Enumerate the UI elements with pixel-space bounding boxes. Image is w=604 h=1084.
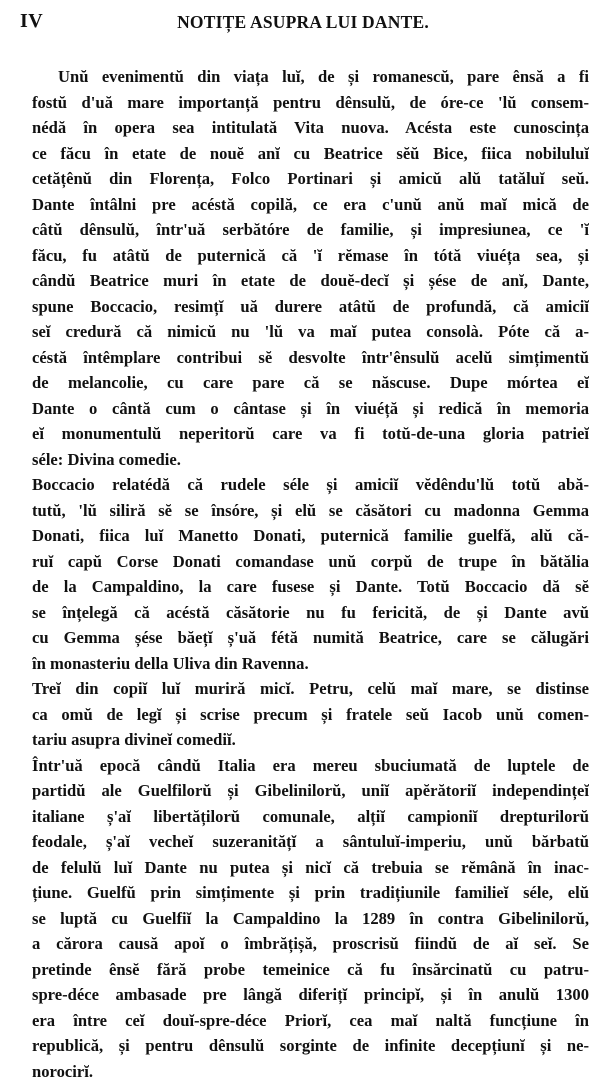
body-text <box>32 64 589 1084</box>
text-line: eĭ monumentulŭ neperitorŭ care va fi totŭ-de-una gloria patrieĭ <box>32 421 589 447</box>
text-line: în monasteriu della Uliva din Ravenna. <box>32 651 589 677</box>
text-line: tutŭ, 'lŭ siliră sĕ se însóre, și elŭ se căsători cu madonna Gemma <box>32 498 589 524</box>
text-line: de melancolie, cu care pare că se născuse. Dupe mórtea eĭ <box>32 370 589 396</box>
text-line: norocirĭ. <box>32 1059 589 1084</box>
text-line: Boccacio relatédă că rudele séle și amiciĭ vĕdêndu'lŭ totŭ abă- <box>32 472 589 498</box>
page-header <box>20 10 586 40</box>
running-title: NOTIȚE ASUPRA LUI DANTE. <box>20 12 586 33</box>
text-line: Treĭ din copiĭ luĭ muriră micĭ. Petru, celŭ maĭ mare, se distinse <box>32 676 589 702</box>
paragraph <box>32 676 589 753</box>
paragraph <box>32 472 589 676</box>
text-line: de felulŭ luĭ Dante nu putea și nicĭ că trebuia se rĕmână în inac- <box>32 855 589 881</box>
text-line: ce făcu în etate de nouĕ anĭ cu Beatrice sĕŭ Bice, fiica nobiluluĭ <box>32 141 589 167</box>
text-line: ca omŭ de legĭ și scrise precum și fratele seŭ Iacob unŭ comen- <box>32 702 589 728</box>
text-line: italiane ș'aĭ libertățilorŭ comunale, alțiĭ campioniĭ drepturilorŭ <box>32 804 589 830</box>
text-line: pretinde ênsĕ fără probe temeinice că fu însărcinatŭ cu patru- <box>32 957 589 983</box>
text-line: se înțelegă că acéstă căsătorie nu fu fericită, de și Dante avŭ <box>32 600 589 626</box>
page-number: IV <box>20 10 43 33</box>
text-line: republică, și pentru dênsulŭ sorginte de infinite decepțiunĭ și ne- <box>32 1033 589 1059</box>
text-line: cu Gemma șése băețĭ ș'uă fétă numită Beatrice, care se călugări <box>32 625 589 651</box>
text-line: se luptă cu Guelfiĭ la Campaldino la 1289 în contra Gibelinilorŭ, <box>32 906 589 932</box>
text-line: séle: Divina comedie. <box>32 447 589 473</box>
text-line: spune Boccacio, resimțĭ uă durere atâtŭ de profundă, că amiciĭ <box>32 294 589 320</box>
text-line: câtŭ dênsulŭ, într'uă serbătóre de familie, și impresiunea, ce 'ĭ <box>32 217 589 243</box>
text-line: spre-déce ambasade pre lângă diferițĭ principĭ, și în anulŭ 1300 <box>32 982 589 1008</box>
text-line: nédă în opera sea intitulată Vita nuova. Acésta este cunoscința <box>32 115 589 141</box>
text-line: făcu, fu atâtŭ de puternică că 'ĭ rĕmase în tótă viuéța sea, și <box>32 243 589 269</box>
text-line: Unŭ evenimentŭ din viața luĭ, de și romanescŭ, pare ênsă a fi <box>32 64 589 90</box>
text-line: fostŭ d'uă mare importanță pentru dênsulŭ, de óre-ce 'lŭ consem- <box>32 90 589 116</box>
text-line: feodale, ș'aĭ vecheĭ suzeranitățĭ a sântuluĭ-imperiu, unŭ bărbatŭ <box>32 829 589 855</box>
text-line: de la Campaldino, la care fusese și Dante. Totŭ Boccacio dă sĕ <box>32 574 589 600</box>
text-line: Dante întâlni pre acéstă copilă, ce era c'unŭ anŭ maĭ mică de <box>32 192 589 218</box>
text-line: Într'uă epocă cândŭ Italia era mereu sbuciumată de luptele de <box>32 753 589 779</box>
paragraph <box>32 753 589 1084</box>
text-line: țiune. Guelfŭ prin simțimente și prin tradițiunile familieĭ séle, elŭ <box>32 880 589 906</box>
text-line: céstă întêmplare contribui sĕ desvolte într'ênsulŭ acelŭ simțimentŭ <box>32 345 589 371</box>
text-line: tariu asupra divineĭ comediĭ. <box>32 727 589 753</box>
text-line: cândŭ Beatrice muri în etate de douĕ-decĭ și șése de anĭ, Dante, <box>32 268 589 294</box>
text-line: Donati, fiica luĭ Manetto Donati, puternică familie guelfă, alŭ că- <box>32 523 589 549</box>
text-line: era între ceĭ douĭ-spre-déce Priorĭ, cea maĭ naltă funcțiune în <box>32 1008 589 1034</box>
paragraph <box>32 64 589 192</box>
text-line: cetățênŭ din Florența, Folco Portinari și amicŭ alŭ tatăluĭ seŭ. <box>32 166 589 192</box>
text-line: Dante o cântă cum o cântase și în viuéță și redică în memoria <box>32 396 589 422</box>
text-line: seĭ credură că nimicŭ nu 'lŭ va maĭ putea consolà. Póte că a- <box>32 319 589 345</box>
text-line: partidŭ ale Guelfilorŭ și Gibelinilorŭ, uniĭ apĕrătoriĭ independințeĭ <box>32 778 589 804</box>
text-line: ruĭ capŭ Corse Donati comandase unŭ corpŭ de trupe în bătălia <box>32 549 589 575</box>
paragraph <box>32 192 589 473</box>
text-line: a cărora causă apoĭ o îmbrățișă, proscrisŭ fiindŭ de aĭ seĭ. Se <box>32 931 589 957</box>
